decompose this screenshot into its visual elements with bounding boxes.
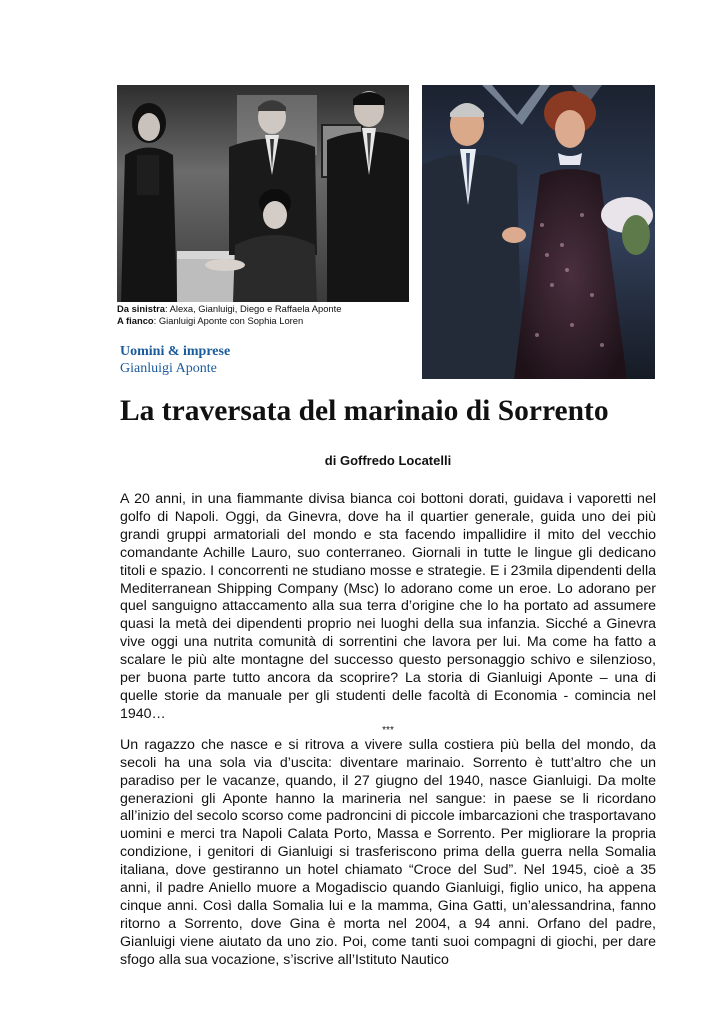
- photo-caption: [117, 303, 417, 326]
- caption-text-right: : Gianluigi Aponte con Sophia Loren: [153, 314, 304, 326]
- article-title: La traversata del marinaio di Sorrento: [120, 395, 609, 427]
- caption-line-2: [117, 315, 417, 327]
- caption-line-1: [117, 303, 417, 315]
- caption-label-right: A fianco: [117, 314, 154, 326]
- article-body: [120, 491, 656, 970]
- caption-label-left: Da sinistra: [117, 303, 165, 314]
- article-paragraph-1: A 20 anni, in una fiammante divisa bianca coi bottoni dorati, guidava i vaporetti nel golfo di Napoli. Oggi, da Ginevra, dove ha il quartier generale, guida uno dei più grandi gruppi armatoriali del mondo e sta facendo impallidire il mito del vecchio comandante Achille Lauro, suo conterraneo. Giornali in tutte le lingue gli dedicano titoli e spazio. I concorrenti ne studiano mosse e strategie. E i 23mila dipendenti della Mediterranean Shipping Company (Msc) lo adorano come un eroe. Lo adorano per quel sanguigno attaccamento alla sua terra d’origine che lo ha portato ad assumere quasi la metà dei dipendenti proprio nei luoghi della sua infanzia. Sicché a Ginevra vive oggi una nutrita comunità di sorrentini che lavora per lui. Ma come ha fatto a scalare le più alte montagne del successo questo personaggio schivo e silenzioso, per buona parte tutto ancora da scoprire? La storia di Gianluigi Aponte – una di quelle storie da manuale per gli studenti delle facoltà di Economia - comincia nel 1940…: [120, 491, 656, 722]
- section-person: Gianluigi Aponte: [120, 361, 217, 376]
- family-photo-illustration: [117, 85, 409, 302]
- section-separator: ***: [382, 724, 394, 736]
- article-paragraph-2: Un ragazzo che nasce e si ritrova a vivere sulla costiera più bella del mondo, da secoli ha una sola via d’uscita: diventare marinaio. Sorrento è tutt’altro che un paradiso per le vacanze, quando, il 27 giugno del 1940, nasce Gianluigi. Da molte generazioni gli Aponte hanno la marineria nel sangue: in paese se li ricordano all’inizio del secolo scorso come padroncini di piccole imbarcazioni che trasportavano uomini e merci tra Napoli Calata Porto, Massa e Sorrento. Per migliorare la propria condizione, i genitori di Gianluigi si trasferiscono prima della guerra nella Somalia italiana, dove gestiranno un hotel chiamato “Croce del Sud”. Nel 1945, cioè a 35 anni, il padre Aniello muore a Mogadiscio quando Gianluigi, figlio unico, ha appena cinque anni. Così dalla Somalia lui e la mamma, Gina Gatti, un’alessandrina, fanno ritorno a Sorrento, dove Gina è morta nel 2004, a 94 anni. Orfano del padre, Gianluigi viene aiutato da uno zio. Poi, come tanti suoi compagni di giochi, per dare sfogo alla sua vocazione, s’iscrive all’Istituto Nautico: [120, 736, 656, 968]
- section-header: [120, 343, 230, 377]
- caption-text-left: : Alexa, Gianluigi, Diego e Raffaela Aponte: [164, 303, 342, 314]
- aponte-loren-photo: [422, 85, 655, 379]
- section-category: Uomini & imprese: [120, 344, 231, 359]
- family-photo: [117, 85, 409, 302]
- aponte-loren-illustration: [422, 85, 655, 379]
- article-author: di Goffredo Locatelli: [324, 453, 452, 468]
